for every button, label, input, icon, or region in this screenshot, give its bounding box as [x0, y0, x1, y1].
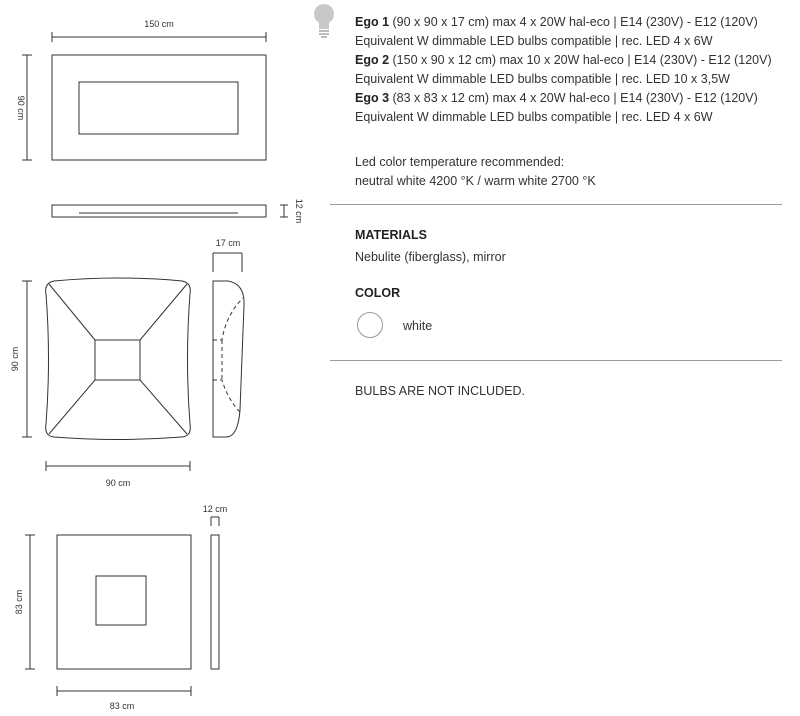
ego3-side-view	[203, 504, 228, 669]
led-line1: Led color temperature recommended:	[355, 155, 565, 169]
ego2-depth-label: 12 cm	[294, 198, 304, 224]
led-line2: neutral white 4200 °K / warm white 2700 °K	[355, 174, 596, 188]
materials-value: Nebulite (fiberglass), mirror	[355, 250, 506, 264]
ego3-spec-line1	[355, 89, 795, 108]
ego3-width-label: 83 cm	[109, 701, 135, 711]
ego2-spec-text: (150 x 90 x 12 cm) max 10 x 20W hal-eco | E14 (230V) - E12 (120V)	[389, 53, 772, 67]
ego3-front-view	[14, 535, 191, 711]
ego1-spec-line1	[355, 13, 795, 32]
color-swatch	[357, 312, 383, 338]
divider-top	[330, 204, 782, 205]
ego1-height-label: 90 cm	[10, 346, 20, 372]
bulb-specifications	[355, 13, 795, 127]
led-recommendation	[355, 153, 596, 191]
ego3-spec-line2: Equivalent W dimmable LED bulbs compatible | rec. LED 4 x 6W	[355, 110, 713, 124]
ego1-side-view	[213, 238, 244, 437]
materials-heading: MATERIALS	[355, 228, 427, 242]
ego3-height-label: 83 cm	[14, 589, 24, 615]
ego1-width-label: 90 cm	[105, 478, 131, 488]
divider-bottom	[330, 360, 782, 361]
ego1-spec-text: (90 x 90 x 17 cm) max 4 x 20W hal-eco | E14 (230V) - E12 (120V)	[389, 15, 758, 29]
ego2-spec-line2: Equivalent W dimmable LED bulbs compatible | rec. LED 10 x 3,5W	[355, 72, 730, 86]
ego3-spec-text: (83 x 83 x 12 cm) max 4 x 20W hal-eco | E14 (230V) - E12 (120V)	[389, 91, 758, 105]
ego2-height-label: 90 cm	[16, 95, 26, 121]
ego2-width-label: 150 cm	[144, 19, 174, 29]
ego1-front-view	[10, 278, 190, 488]
ego3-depth-label: 12 cm	[202, 504, 228, 514]
ego2-spec-line1	[355, 51, 795, 70]
ego2-model-name: Ego 2	[355, 53, 390, 67]
light-bulb-icon	[312, 2, 336, 40]
technical-drawings	[0, 0, 330, 716]
ego2-front-view	[16, 19, 266, 160]
ego3-model-name: Ego 3	[355, 91, 390, 105]
ego1-depth-label: 17 cm	[215, 238, 241, 248]
color-heading: COLOR	[355, 286, 401, 300]
color-label: white	[403, 319, 433, 333]
ego2-side-view	[52, 199, 304, 224]
ego1-model-name: Ego 1	[355, 15, 390, 29]
bulbs-note: BULBS ARE NOT INCLUDED.	[355, 384, 525, 398]
ego1-spec-line2: Equivalent W dimmable LED bulbs compatible | rec. LED 4 x 6W	[355, 34, 713, 48]
